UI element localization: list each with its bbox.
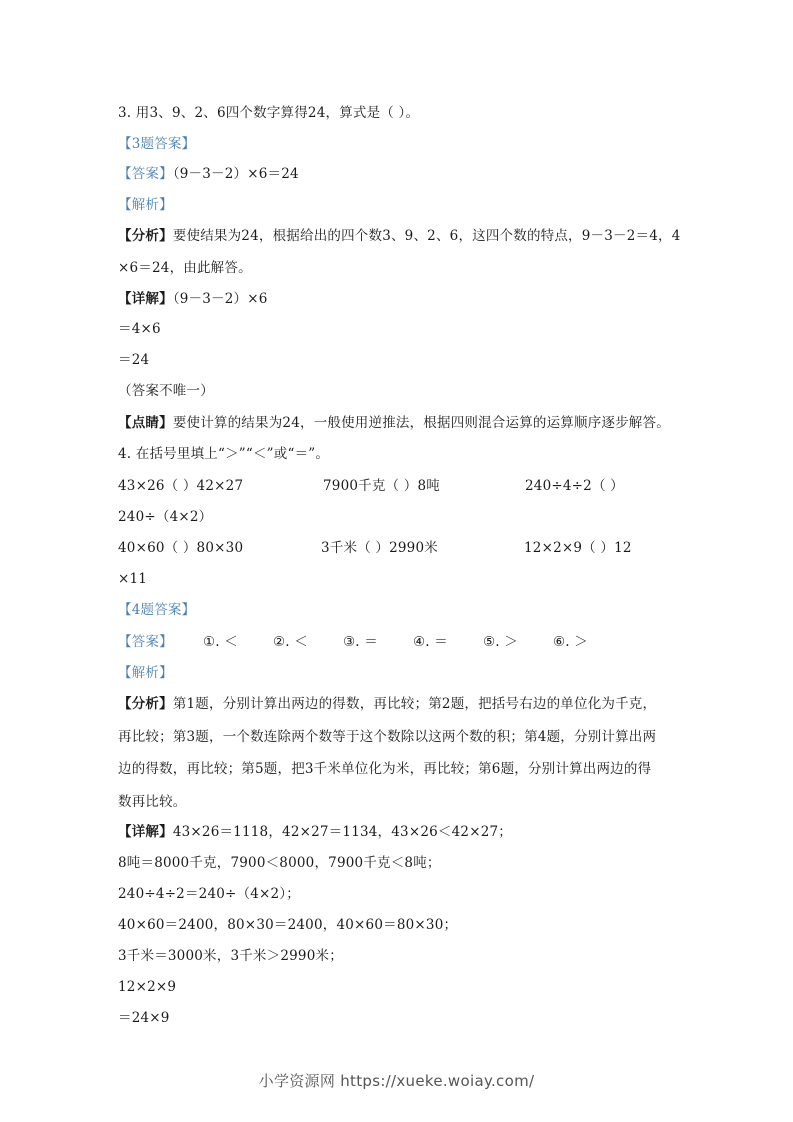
q4-question: 4. 在括号里填上“＞”“＜”或“＝”。 bbox=[118, 446, 330, 462]
q4-answer-header: 【4题答案】 bbox=[118, 602, 196, 618]
q4-row2-item2: 3千米（ ）2990米 bbox=[321, 540, 438, 556]
q4-fenxi-line4: 数再比较。 bbox=[118, 794, 187, 810]
dianjing-text: 要使计算的结果为24，一般使用逆推法，根据四则混合运算的运算顺序逐步解答。 bbox=[172, 415, 670, 431]
q4-xiangjie-line2: 8吨＝8000千克，7900＜8000，7900千克＜8吨； bbox=[118, 855, 441, 871]
q4-row1-item3: 240÷4÷2（ ） bbox=[525, 478, 624, 494]
q4-xiangjie-line4: 40×60＝2400，80×30＝2400，40×60＝80×30； bbox=[118, 917, 458, 933]
q4-answer-3: ③. ＝ bbox=[343, 634, 378, 650]
footer-watermark: 小学资源网 https://xueke.woiay.com/ bbox=[258, 1072, 535, 1090]
q3-question: 3. 用3、9、2、6四个数字算得24，算式是（ ）。 bbox=[118, 105, 420, 121]
q4-answer-2: ②. ＜ bbox=[273, 634, 308, 650]
xiangjie-text: （9－3－2）×6 bbox=[172, 291, 268, 307]
q3-xiangjie-line3: ＝24 bbox=[118, 352, 150, 368]
answer-text: （9－3－2）×6＝24 bbox=[172, 166, 299, 182]
fenxi-text: 要使结果为24，根据给出的四个数3、9、2、6，这四个数的特点，9－3－2＝4，4 bbox=[172, 228, 681, 244]
answer-label: 【答案】 bbox=[118, 634, 173, 650]
q4-row2-item3: 12×2×9（ ）12 bbox=[524, 540, 632, 556]
q4-answer-4: ④. ＝ bbox=[413, 634, 448, 650]
q3-analysis-header: 【解析】 bbox=[118, 197, 173, 213]
q3-xiangjie-line1 bbox=[118, 289, 268, 309]
q3-note: （答案不唯一） bbox=[118, 383, 214, 399]
q4-answer-1: ①. ＜ bbox=[203, 634, 238, 650]
dianjing-label: 【点睛】 bbox=[118, 415, 173, 431]
q4-fenxi-line3: 边的得数，再比较；第5题，把3千米单位化为米，再比较；第6题，分别计算出两边的得 bbox=[118, 761, 652, 777]
q4-xiangjie-line5: 3千米＝3000米，3千米＞2990米； bbox=[118, 948, 343, 964]
q4-answer-6: ⑥. ＞ bbox=[553, 634, 588, 650]
q3-fenxi-line1 bbox=[118, 226, 681, 246]
q4-row2-item1: 40×60（ ）80×30 bbox=[118, 540, 244, 556]
q4-fenxi-line2: 再比较；第3题，一个数连除两个数等于这个数除以这两个数的积；第4题，分别计算出两 bbox=[118, 729, 657, 745]
q3-answer-header: 【3题答案】 bbox=[118, 136, 196, 152]
q4-xiangjie-line1 bbox=[118, 822, 512, 842]
xiangjie-text: 43×26＝1118，42×27＝1134，43×26＜42×27； bbox=[172, 824, 512, 840]
q3-xiangjie-line2: ＝4×6 bbox=[118, 321, 161, 337]
q4-xiangjie-line6: 12×2×9 bbox=[118, 979, 177, 995]
xiangjie-label: 【详解】 bbox=[118, 291, 173, 307]
q4-xiangjie-line7: ＝24×9 bbox=[118, 1010, 170, 1026]
fenxi-label: 【分析】 bbox=[118, 228, 173, 244]
q3-fenxi-line2: ×6＝24，由此解答。 bbox=[118, 260, 252, 276]
answer-label: 【答案】 bbox=[118, 166, 173, 182]
xiangjie-label: 【详解】 bbox=[118, 824, 173, 840]
q4-row2-cont: ×11 bbox=[118, 571, 148, 587]
q4-answer-5: ⑤. ＞ bbox=[483, 634, 518, 650]
q4-row1-item1: 43×26（ ）42×27 bbox=[118, 478, 244, 494]
q3-answer bbox=[118, 164, 299, 184]
q4-answer bbox=[118, 632, 173, 652]
q3-dianjing bbox=[118, 413, 670, 433]
q4-fenxi-line1 bbox=[118, 694, 656, 714]
q4-row1-cont: 240÷（4×2） bbox=[118, 509, 213, 525]
q4-analysis-header: 【解析】 bbox=[118, 665, 173, 681]
fenxi-label: 【分析】 bbox=[118, 696, 173, 712]
q4-row1-item2: 7900千克（ ）8吨 bbox=[323, 478, 440, 494]
fenxi-text: 第1题，分别计算出两边的得数，再比较；第2题，把括号右边的单位化为千克， bbox=[172, 696, 657, 712]
q4-xiangjie-line3: 240÷4÷2＝240÷（4×2）； bbox=[118, 886, 300, 902]
